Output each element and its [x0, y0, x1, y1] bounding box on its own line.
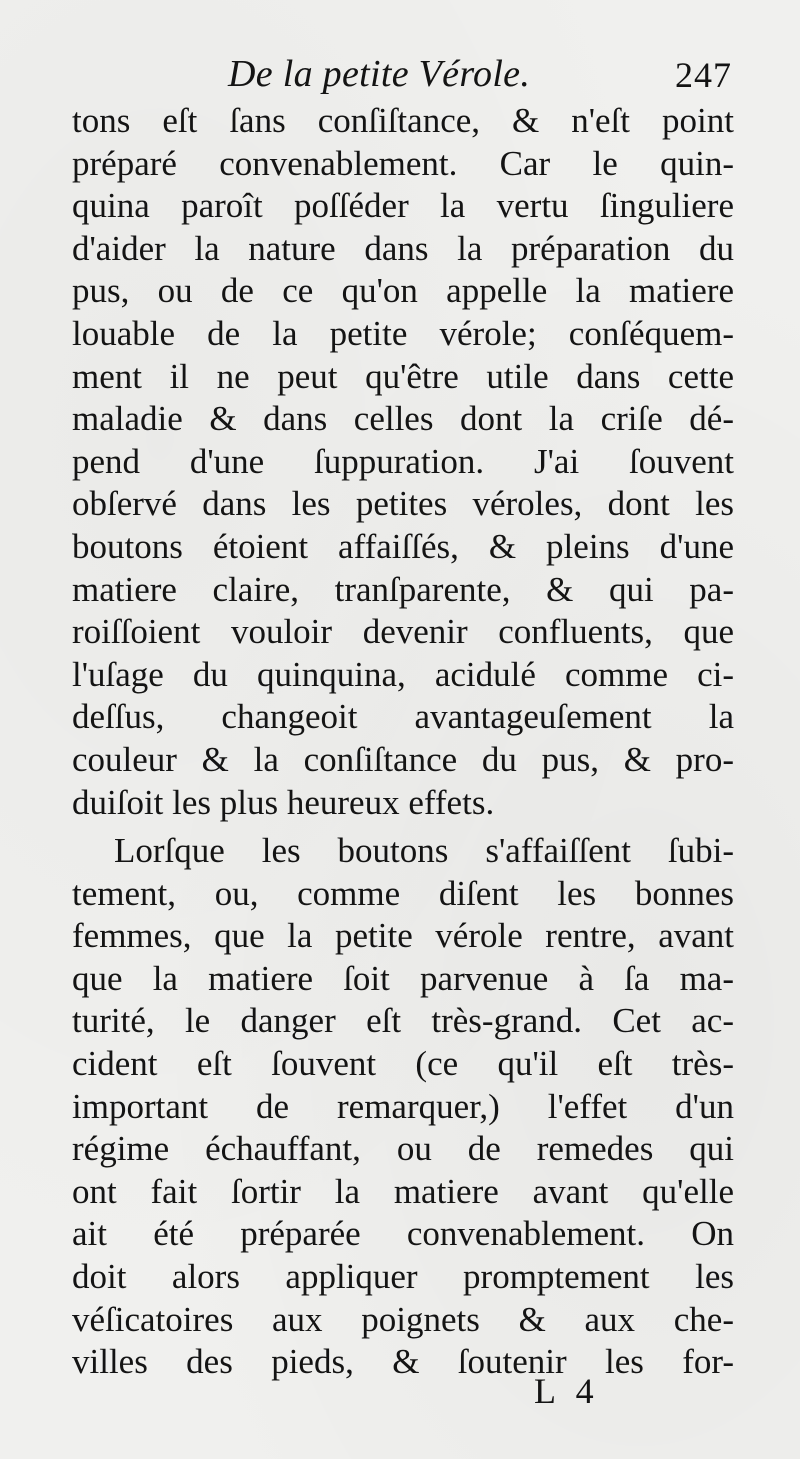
text-line: quina paroît poſſéder la vertu ſinguliere: [72, 186, 734, 226]
text-line: boutons étoient affaiſſés, & pleins d'une: [72, 526, 734, 566]
text-line: régime échauffant, ou de remedes qui: [72, 1129, 734, 1169]
text-line: Lorſque les boutons s'affaiſſent ſubi-: [114, 831, 734, 871]
running-head: [78, 52, 738, 100]
text-line: ont fait ſortir la matiere avant qu'elle: [72, 1171, 734, 1211]
text-line: que la matiere ſoit parvenue à ſa ma-: [72, 958, 734, 998]
text-line: deſſus, changeoit avantageuſement la: [72, 697, 734, 737]
text-line: pus, ou de ce qu'on appelle la matiere: [72, 271, 734, 311]
text-line: ment il ne peut qu'être utile dans cette: [72, 356, 734, 396]
text-line: cident eſt ſouvent (ce qu'il eſt très-: [72, 1044, 734, 1084]
text-line: d'aider la nature dans la préparation du: [72, 228, 734, 268]
text-line: obſervé dans les petites véroles, dont les: [72, 484, 734, 524]
text-line: ait été préparée convenablement. On: [72, 1214, 734, 1254]
text-line: louable de la petite vérole; conſéquem-: [72, 313, 734, 353]
text-line: préparé convenablement. Car le quin-: [72, 143, 734, 183]
text-line: véſicatoires aux poignets & aux che-: [72, 1299, 734, 1339]
body-text: [72, 100, 734, 1384]
text-line: duiſoit les plus heureux effets.: [72, 782, 495, 822]
text-line: turité, le danger eſt très-grand. Cet ac-: [72, 1001, 734, 1041]
text-line: couleur & la conſiſtance du pus, & pro-: [72, 739, 734, 779]
signature-mark: L 4: [534, 1371, 600, 1411]
page-number: 247: [675, 55, 732, 95]
text-line: tement, ou, comme diſent les bonnes: [72, 873, 734, 913]
text-line: l'uſage du quinquina, acidulé comme ci-: [72, 654, 734, 694]
text-line: femmes, que la petite vérole rentre, avant: [72, 916, 734, 956]
text-line: doit alors appliquer promptement les: [72, 1257, 734, 1297]
text-line: tons eſt ſans conſiſtance, & n'eſt point: [72, 101, 734, 140]
text-line: matiere claire, tranſparente, & qui pa-: [72, 569, 734, 609]
text-line: maladie & dans celles dont la criſe dé-: [72, 399, 734, 439]
text-line: roiſſoient vouloir devenir confluents, que: [72, 612, 734, 652]
text-line: villes des pieds, & ſoutenir les for-: [72, 1342, 734, 1382]
text-line: pend d'une ſuppuration. J'ai ſouvent: [72, 441, 734, 481]
running-head-title: De la petite Vérole.: [228, 53, 531, 95]
text-line: important de remarquer,) l'effet d'un: [72, 1086, 734, 1126]
